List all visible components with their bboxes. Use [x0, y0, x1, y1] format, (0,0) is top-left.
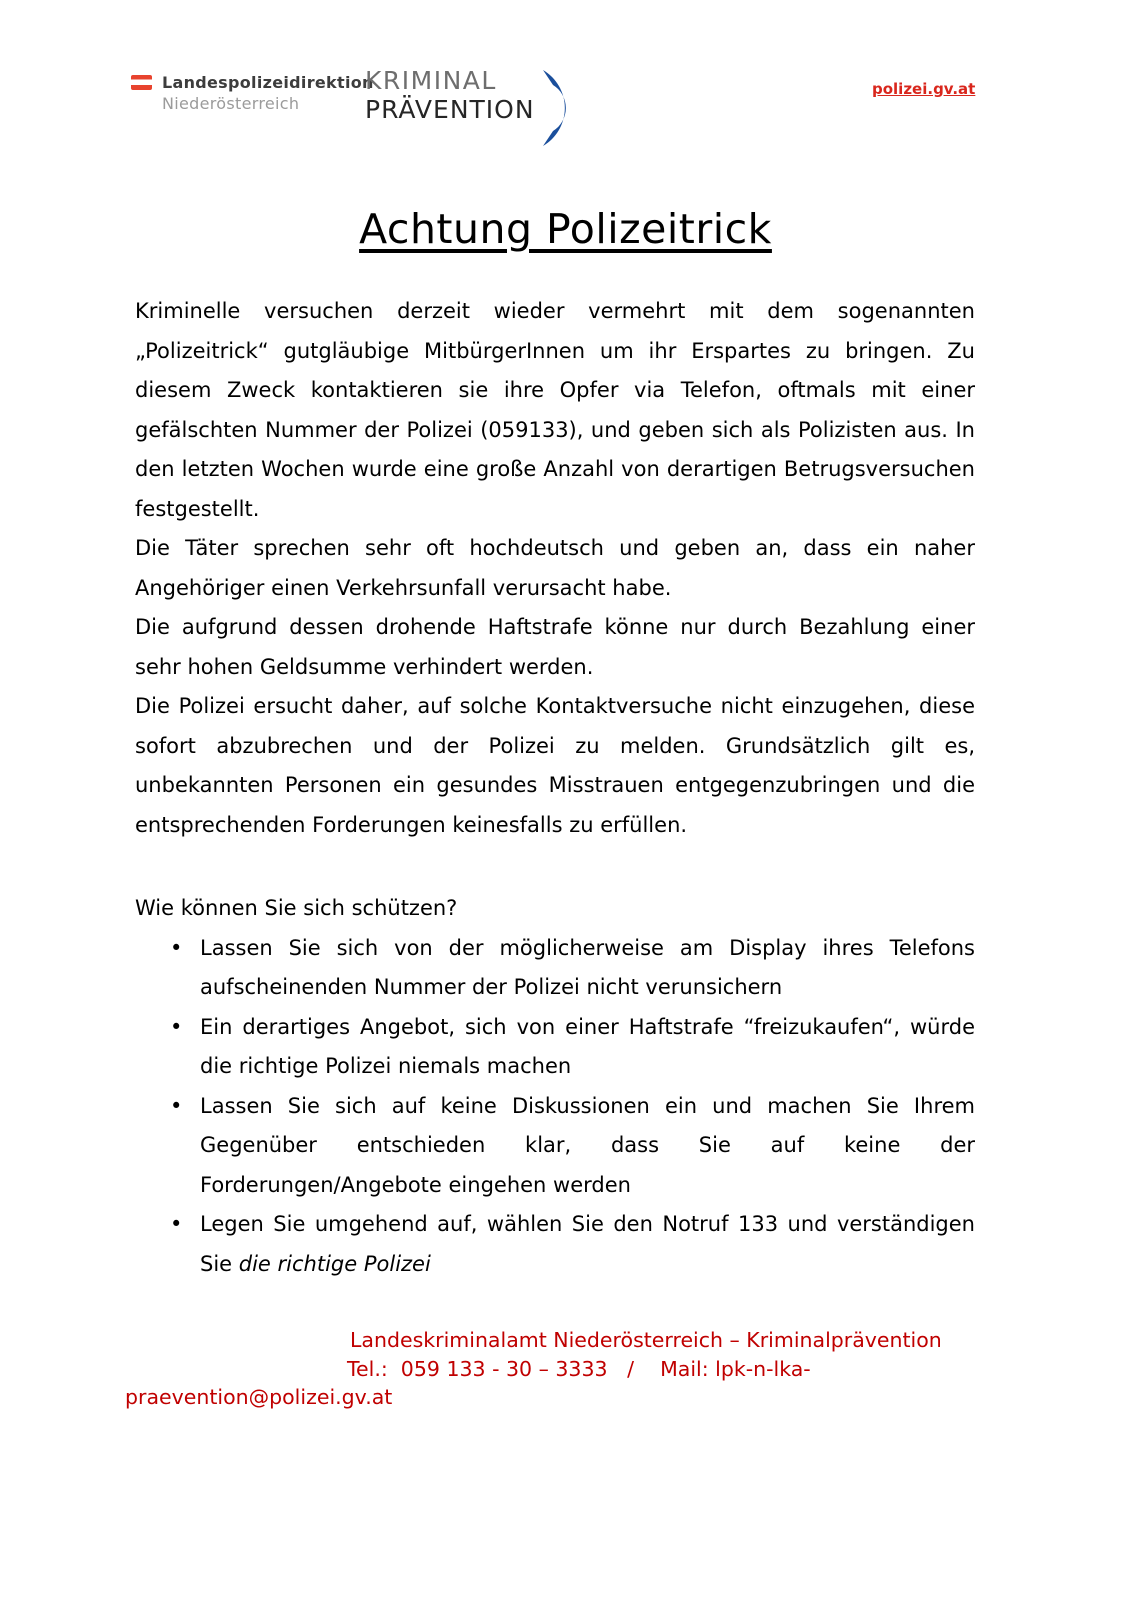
kriminal-praevention-wordmark	[365, 66, 535, 148]
footer-email-line: praevention@polizei.gv.at	[125, 1385, 393, 1409]
police-directorate-logo	[131, 72, 374, 114]
logo-word-praevention: PRÄVENTION	[365, 95, 535, 124]
org-name	[162, 72, 374, 114]
page-title: Achtung Polizeitrick	[359, 205, 772, 253]
logo-word-kriminal: KRIMINAL	[365, 66, 497, 95]
bullet-icon: •	[170, 1093, 183, 1118]
paragraph-2: Die Täter sprechen sehr oft hochdeutsch und geben an, dass ein naher Angehöriger einen Verkehrsunfall verursacht habe.	[135, 536, 975, 600]
kriminal-praevention-logo	[365, 66, 571, 148]
bullet-icon: •	[170, 1014, 183, 1039]
list-item-text-italic: die richtige Polizei	[238, 1251, 431, 1276]
bullet-icon: •	[170, 935, 183, 960]
header	[0, 0, 1131, 150]
polizei-gv-at-link[interactable]: polizei.gv.at	[872, 80, 976, 98]
org-name-line2: Niederösterreich	[162, 94, 300, 113]
protection-tips-list	[135, 929, 975, 1285]
footer-org-line: Landeskriminalamt Niederösterreich – Kriminalprävention	[350, 1328, 942, 1352]
list-item-text: Ein derartiges Angebot, sich von einer Haftstrafe “freizukaufen“, würde die richtige Polizei niemals machen	[200, 1014, 975, 1078]
footer-tel-mail-line: Tel.: 059 133 - 30 – 3333 / Mail: lpk-n-lka-	[347, 1356, 811, 1381]
list-item-text: Lassen Sie sich von der möglicherweise am Display ihres Telefons aufscheinenden Nummer der Polizei nicht verunsichern	[200, 935, 975, 999]
list-item	[135, 929, 975, 1008]
bullet-icon: •	[170, 1212, 183, 1236]
paragraph-3: Die aufgrund dessen drohende Haftstrafe könne nur durch Bezahlung einer sehr hohen Geldsumme verhindert werden.	[135, 615, 975, 679]
document-body	[0, 292, 1131, 1284]
org-name-line1: Landespolizeidirektion	[162, 73, 374, 92]
list-item	[135, 1205, 975, 1284]
paragraph-4: Die Polizei ersucht daher, auf solche Kontaktversuche nicht einzugehen, diese sofort abzubrechen und der Polizei zu melden. Grundsätzlich gilt es, unbekannten Personen ein gesundes Misstrauen entgegenzubringen und die entsprechenden Forderungen keinesfalls zu erfüllen.	[135, 694, 975, 837]
list-item-text: Lassen Sie sich auf keine Diskussionen ein und machen Sie Ihrem Gegenüber entschieden klar, dass Sie auf keine der Forderungen/Angebote eingehen werden	[200, 1093, 975, 1197]
list-item-text: Legen Sie umgehend auf, wählen Sie den Notruf 133 und verständigen Sie	[200, 1212, 975, 1276]
section-heading: Wie können Sie sich schützen?	[135, 896, 458, 920]
contact-footer	[0, 1326, 1131, 1412]
blue-arc-icon	[537, 68, 571, 148]
paragraph-1: Kriminelle versuchen derzeit wieder vermehrt mit dem sogenannten „Polizeitrick“ gutgläubige MitbürgerInnen um ihr Erspartes zu bringen. Zu diesem Zweck kontaktieren sie ihre Opfer via Telefon, oftmals mit einer gefälschten Nummer der Polizei (059133), und geben sich als Polizisten aus. In den letzten Wochen wurde eine große Anzahl von derartigen Betrugsversuchen festgestellt.	[135, 299, 975, 521]
austria-flag-icon	[131, 75, 152, 90]
list-item	[135, 1087, 975, 1206]
list-item	[135, 1008, 975, 1087]
